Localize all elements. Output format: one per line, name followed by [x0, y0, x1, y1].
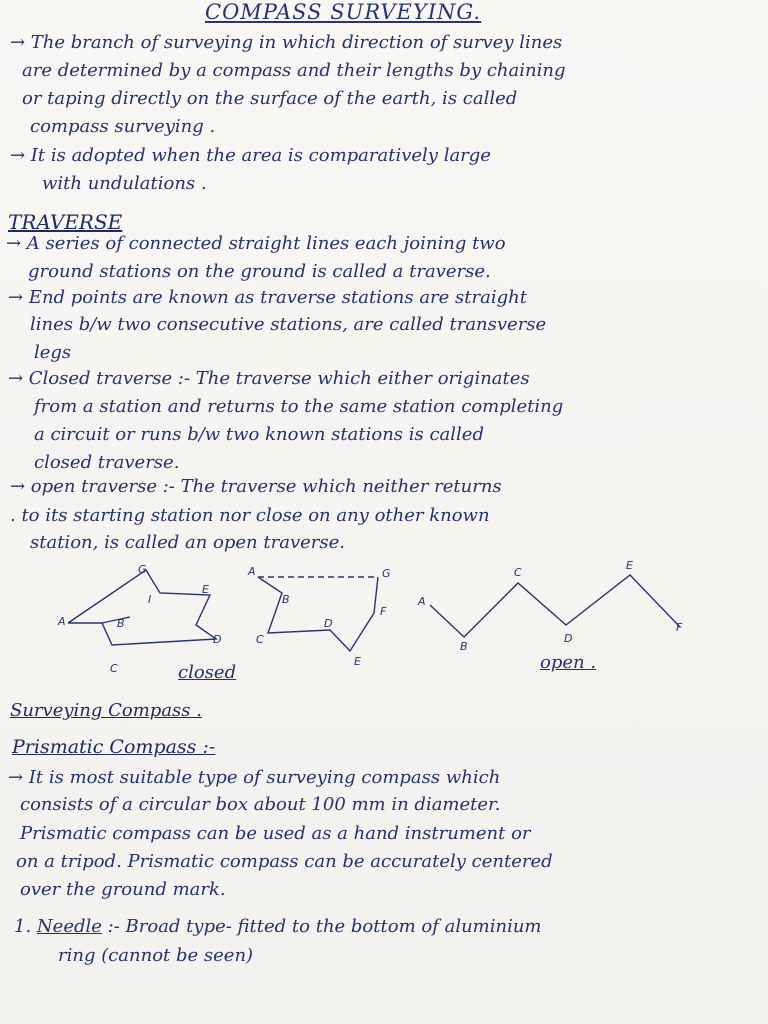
c2-label-e: E — [354, 655, 361, 668]
needle-text: :- Broad type- fitted to the bottom of aluminium — [107, 916, 542, 937]
needle-item — [14, 916, 542, 937]
prismatic-line-1: → It is most suitable type of surveying compass which — [8, 767, 501, 788]
traverse-line-6: → Closed traverse :- The traverse which either originates — [8, 368, 530, 389]
c2-label-f: F — [380, 605, 387, 618]
open-label-f: F — [676, 621, 683, 634]
closed-traverse-1 — [68, 570, 216, 645]
prismatic-line-4: on a tripod. Prismatic compass can be accurately centered — [16, 851, 553, 872]
open-traverse-line — [430, 575, 680, 637]
intro-line-5: → It is adopted when the area is comparatively large — [10, 145, 491, 166]
traverse-line-3: → End points are known as traverse stations are straight — [8, 287, 527, 308]
closed-label: closed — [178, 662, 237, 683]
closed-traverse-2 — [258, 577, 378, 651]
traverse-diagrams — [0, 555, 768, 695]
c1-label-i: I — [148, 593, 152, 606]
c2-label-b: B — [282, 593, 290, 606]
intro-line-3: or taping directly on the surface of the earth, is called — [22, 88, 518, 109]
needle-number: 1. — [14, 916, 32, 937]
c1-label-a: A — [58, 615, 66, 628]
intro-line-1: → The branch of surveying in which direction of survey lines — [10, 32, 563, 53]
c2-label-g: G — [382, 567, 391, 580]
open-label: open . — [540, 652, 597, 673]
c1-label-c: C — [110, 662, 118, 675]
traverse-line-4: lines b/w two consecutive stations, are called transverse — [30, 314, 547, 335]
closed-traverse-1-outline — [68, 570, 216, 645]
open-traverse — [430, 575, 680, 637]
open-label-d: D — [564, 632, 573, 645]
traverse-line-1: → A series of connected straight lines each joining two — [6, 233, 506, 254]
traverse-line-8: a circuit or runs b/w two known stations is called — [34, 424, 484, 445]
prismatic-line-3: Prismatic compass can be used as a hand instrument or — [20, 823, 531, 844]
c2-label-a: A — [248, 565, 256, 578]
closed-traverse-1-inner — [102, 617, 130, 623]
traverse-line-12: station, is called an open traverse. — [30, 532, 345, 553]
page-title: COMPASS SURVEYING. — [205, 0, 482, 24]
c2-label-d: D — [324, 617, 333, 630]
traverse-line-7: from a station and returns to the same station completing — [34, 396, 564, 417]
traverse-line-5: legs — [34, 342, 72, 363]
needle-label: Needle — [36, 916, 102, 937]
c1-label-d: D — [213, 633, 222, 646]
intro-line-2: are determined by a compass and their lengths by chaining — [22, 60, 566, 81]
closed-traverse-2-outline — [258, 577, 378, 651]
c1-label-b: B — [117, 617, 125, 630]
open-label-b: B — [460, 640, 468, 653]
intro-line-6: with undulations . — [42, 173, 207, 194]
prismatic-line-2: consists of a circular box about 100 mm in diameter. — [20, 794, 501, 815]
c1-label-e: E — [202, 583, 209, 596]
c1-label-g: G — [138, 563, 147, 576]
intro-line-4: compass surveying . — [30, 116, 216, 137]
c2-label-c: C — [256, 633, 264, 646]
surveying-compass-heading: Surveying Compass . — [10, 700, 202, 721]
open-label-c: C — [514, 566, 522, 579]
traverse-line-9: closed traverse. — [34, 452, 180, 473]
traverse-line-11: . to its starting station nor close on any other known — [10, 505, 490, 526]
open-label-e: E — [626, 559, 633, 572]
prismatic-compass-heading: Prismatic Compass :- — [12, 736, 216, 758]
traverse-line-2: ground stations on the ground is called a traverse. — [28, 261, 491, 282]
open-label-a: A — [418, 595, 426, 608]
traverse-heading: TRAVERSE — [8, 210, 123, 234]
needle-text-2: ring (cannot be seen) — [58, 945, 254, 966]
traverse-line-10: → open traverse :- The traverse which neither returns — [10, 476, 502, 497]
prismatic-line-5: over the ground mark. — [20, 879, 226, 900]
